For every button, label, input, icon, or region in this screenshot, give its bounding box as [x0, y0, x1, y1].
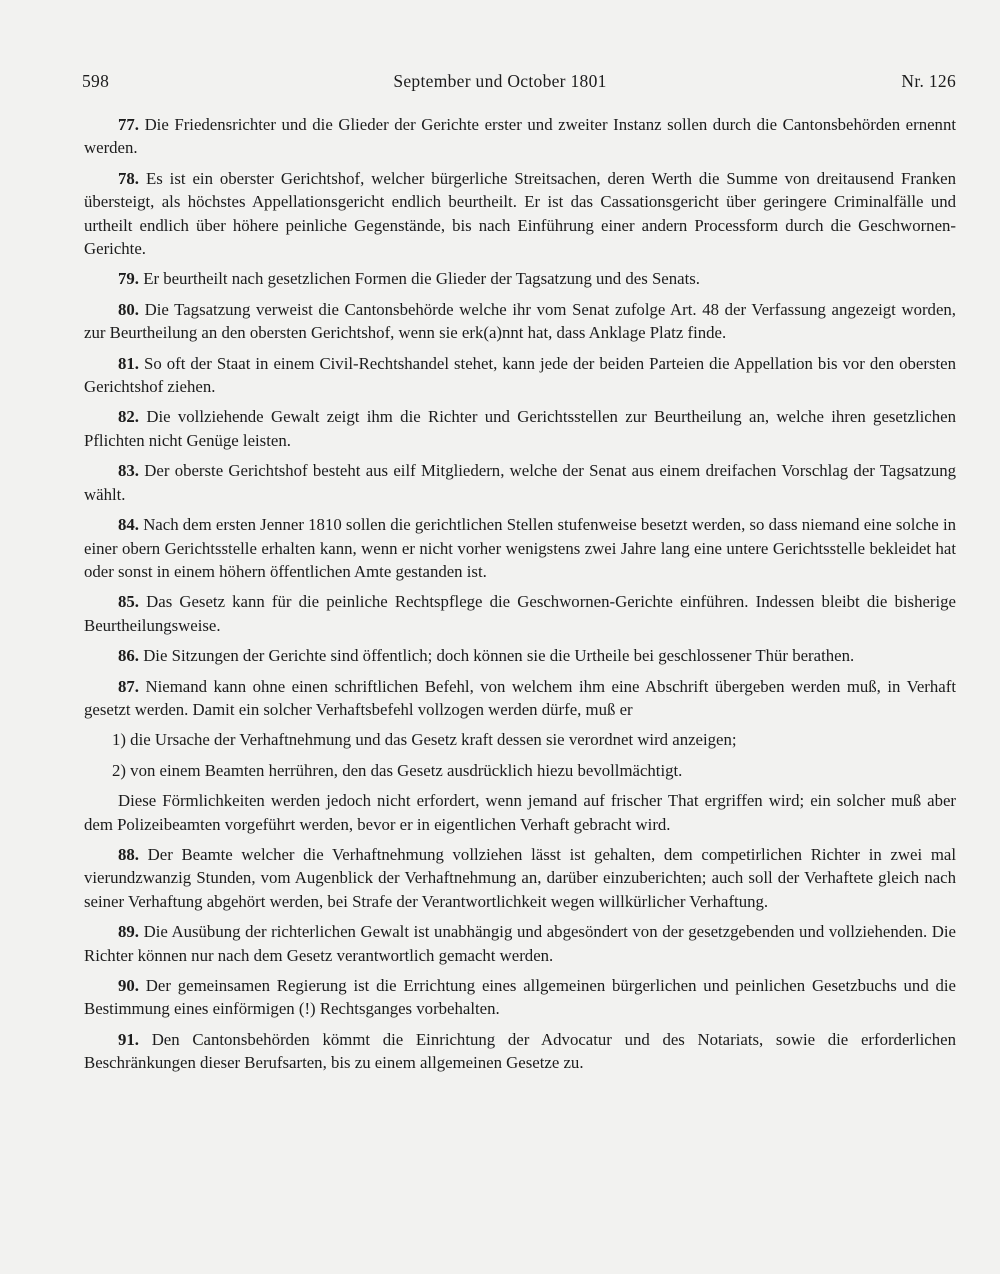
article-number: 89. — [118, 922, 139, 942]
article-87-condition-1: 1) die Ursache der Verhaftnehmung und das Gesetz kraft dessen sie verordnet wird anzeigen; — [112, 730, 737, 750]
article-text: Der Beamte welcher die Verhaftnehmung vollziehen lässt ist gehalten, dem competirlichen Richter in zwei mal vierundzwanzig Stunden, vom Augenblick der Verhaftnehmung an, darüber einzuberichten; auch soll der Verhaftete gleich nach seiner Verhaftung abgehört werden, bei Strafe der Verantwortlichkeit wegen willkürlicher Verhaftung. — [84, 844, 956, 911]
article-text: Der oberste Gerichtshof besteht aus eilf Mitgliedern, welche der Senat aus einem dreifachen Vorschlag der Tagsatzung wählt. — [84, 461, 956, 504]
article-number: 90. — [118, 976, 139, 995]
article-87 — [84, 675, 956, 722]
article-number: 78. — [118, 168, 139, 188]
article-text: Die vollziehende Gewalt zeigt ihm die Richter und Gerichtsstellen zur Beurtheilung an, welche ihren gesetzlichen Pflichten nicht Genüge leisten. — [84, 407, 956, 450]
article-text: Den Cantonsbehörden kömmt die Einrichtung der Advocatur und des Notariats, sowie die erforderlichen Beschränkungen dieser Berufsarten, bis zu einem allgemeinen Gesetze zu. — [84, 1029, 956, 1073]
article-number: 83. — [118, 461, 139, 481]
article-83 — [84, 459, 956, 506]
article-text: Die Sitzungen der Gerichte sind öffentlich; doch können sie die Urtheile bei geschlossener Thür berathen. — [143, 646, 855, 666]
article-number: 82. — [118, 407, 139, 427]
article-78 — [84, 167, 956, 261]
article-90 — [84, 974, 956, 1021]
article-82 — [84, 405, 956, 452]
article-number: 77. — [118, 115, 139, 134]
article-text: Das Gesetz kann für die peinliche Rechtspflege die Geschwornen-Gerichte einführen. Indessen bleibt die bisherige Beurtheilungsweise. — [84, 592, 956, 635]
article-85 — [84, 590, 956, 637]
article-number: 87. — [118, 676, 139, 696]
article-number: 80. — [118, 299, 139, 319]
article-text: Es ist ein oberster Gerichtshof, welcher bürgerliche Streitsachen, deren Werth die Summe von dreitausend Franken übersteigt, als höchstes Appellationsgericht endlich beurtheilt. Er ist das Cassationsgericht über geringere Criminalfälle und urtheilt endlich über höhere peinliche Gegenstände, bis nach Einführung einer andern Processform durch die Geschwornen-Gerichte. — [84, 168, 957, 259]
article-84 — [84, 513, 956, 583]
article-81 — [84, 352, 956, 399]
article-87-continuation: Diese Förmlichkeiten werden jedoch nicht erfordert, wenn jemand auf frischer That ergriffen wird; ein solcher muß aber dem Polizeibeamten vorgeführt werden, bevor er in eigentlichen Verhaft gebracht wird. — [84, 791, 956, 834]
article-text: Der gemeinsamen Regierung ist die Errichtung eines allgemeinen bürgerlichen und peinlichen Gesetzbuchs und die Bestimmung eines einförmigen (!) Rechtsganges vorbehalten. — [84, 976, 956, 1019]
article-77 — [84, 113, 956, 160]
article-87-condition-2: 2) von einem Beamten herrühren, den das Gesetz ausdrücklich hiezu bevollmächtigt. — [112, 760, 683, 780]
article-89 — [84, 920, 956, 967]
article-number: 85. — [118, 592, 139, 612]
article-text: Niemand kann ohne einen schriftlichen Befehl, von welchem ihm eine Abschrift übergeben werden muß, in Verhaft gesetzt werden. Damit ein solcher Verhaftsbefehl vollzogen werden dürfe, muß er — [84, 676, 956, 719]
document-body — [84, 113, 956, 1082]
page-number: 598 — [82, 71, 110, 91]
article-86 — [84, 644, 956, 667]
article-91 — [84, 1028, 956, 1075]
article-88 — [84, 843, 956, 913]
issue-number: Nr. 126 — [901, 71, 956, 91]
article-text: Die Friedensrichter und die Glieder der Gerichte erster und zweiter Instanz sollen durch die Cantonsbehörden ernennt werden. — [84, 115, 956, 158]
article-80 — [84, 298, 956, 345]
article-number: 81. — [118, 353, 139, 373]
article-text: Die Ausübung der richterlichen Gewalt ist unabhängig und abgesöndert von der gesetzgebenden und vollziehenden. Die Richter können nur nach dem Gesetz verantwortlich gemacht werden. — [84, 922, 956, 965]
article-text: Nach dem ersten Jenner 1810 sollen die gerichtlichen Stellen stufenweise besetzt werden, so dass niemand eine solche in einer obern Gerichtsstelle erhalten kann, wenn er nicht vorher wenigstens zwei Jahre lang eine untere Gerichtsstelle bekleidet hat oder sonst in einem höhern öffentlichen Amte gestanden ist. — [84, 515, 956, 581]
article-number: 88. — [118, 844, 139, 864]
article-number: 79. — [118, 269, 139, 289]
article-number: 91. — [118, 1029, 139, 1049]
running-title: September und October 1801 — [393, 71, 607, 91]
article-79 — [84, 267, 956, 290]
article-number: 86. — [118, 646, 139, 666]
article-text: Die Tagsatzung verweist die Cantonsbehörde welche ihr vom Senat zufolge Art. 48 der Verfassung angezeigt worden, zur Beurtheilung an den obersten Gerichtshof, wenn sie erk(a)nnt hat, dass Anklage Platz finde. — [84, 299, 956, 343]
article-number: 84. — [118, 515, 139, 535]
article-text: Er beurtheilt nach gesetzlichen Formen die Glieder der Tagsatzung und des Senats. — [143, 269, 700, 289]
article-text: So oft der Staat in einem Civil-Rechtshandel stehet, kann jede der beiden Parteien die Appellation bis vor den obersten Gerichtshof ziehen. — [84, 353, 956, 397]
